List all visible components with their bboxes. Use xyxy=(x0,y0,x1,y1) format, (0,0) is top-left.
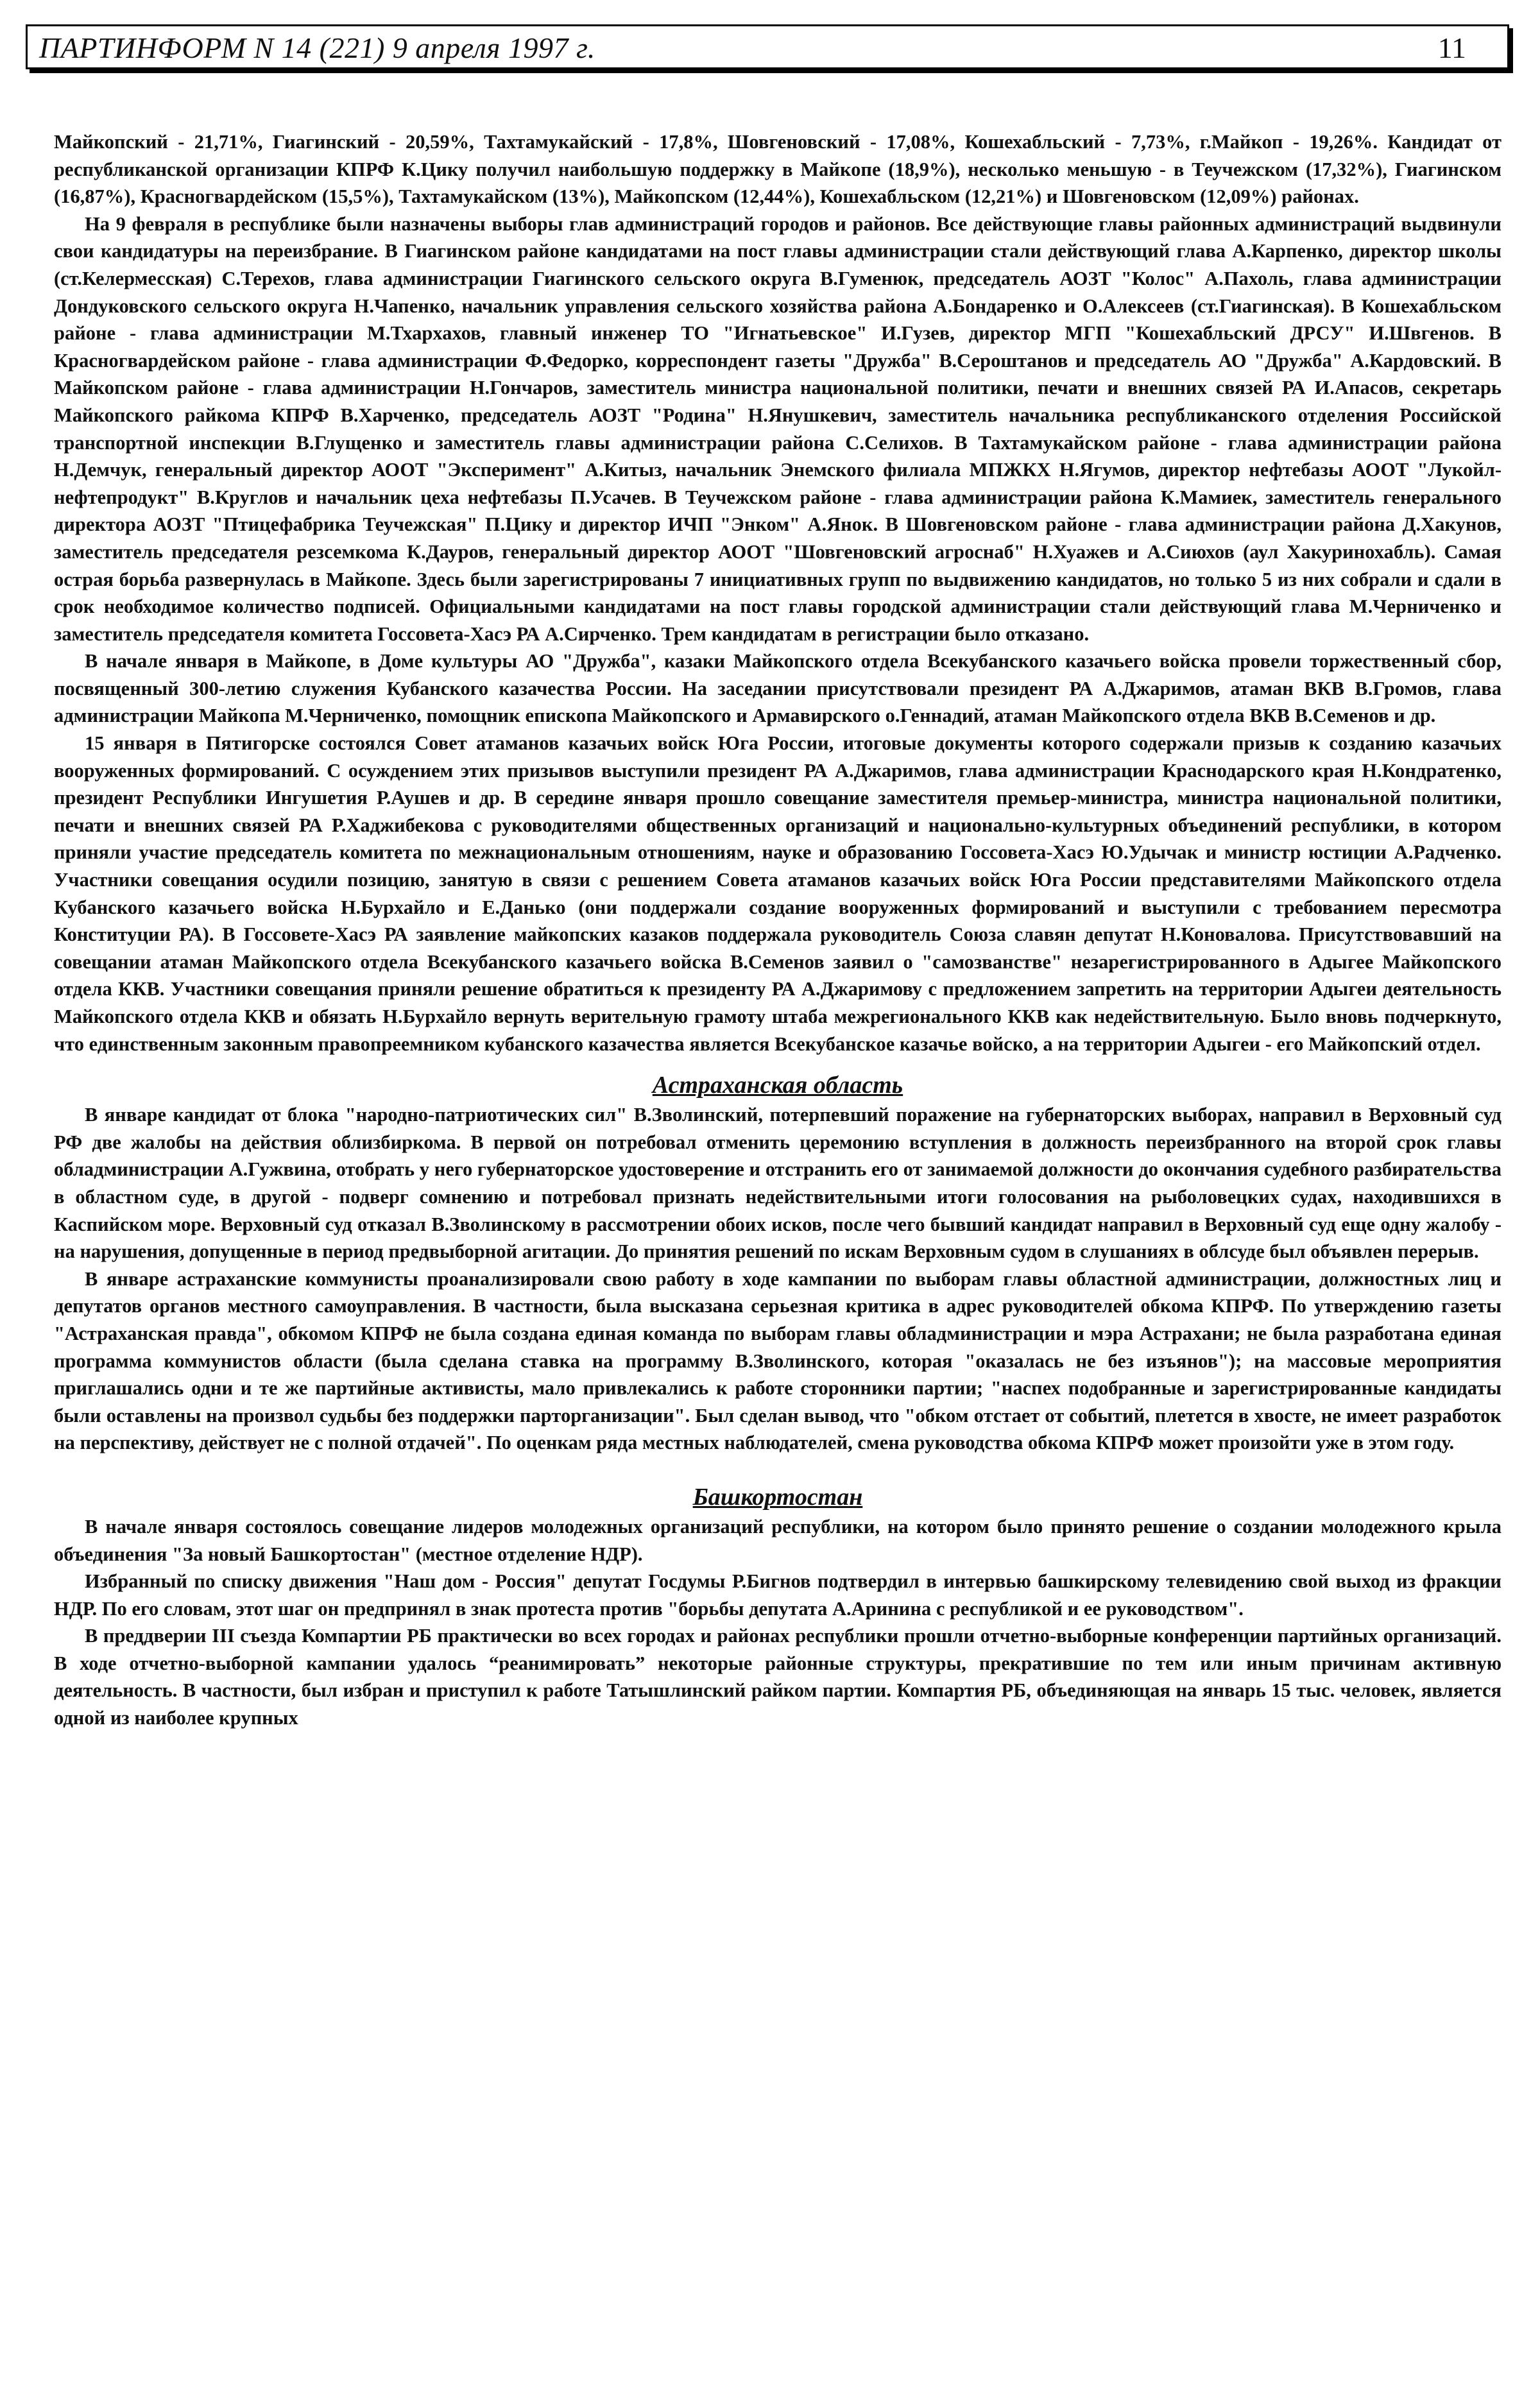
article-body xyxy=(54,128,1502,1732)
header-title: ПАРТИНФОРМ N 14 (221) 9 апреля 1997 г. xyxy=(39,31,595,64)
page-number: 11 xyxy=(1437,31,1466,64)
paragraph: В начале января в Майкопе, в Доме культуры АО "Дружба", казаки Майкопского отдела Всекубанского казачьего войска провели торжественный сбор, посвященный 300-летию служения Кубанского казачества России. На заседании присутствовали президент РА А.Джаримов, атаман ВКВ В.Громов, глава администрации Майкопа М.Черниченко, помощник епископа Майкопского и Армавирского о.Геннадий, атаман Майкопского отдела ВКВ В.Семенов и др. xyxy=(54,650,1502,727)
paragraph: В январе кандидат от блока "народно-патриотических сил" В.Зволинский, потерпевший поражение на губернаторских выборах, направил в Верховный суд РФ две жалобы на действия облизбиркома. В первой он потребовал отменить церемонию вступления в должность переизбранного на второй срок главы обладминистрации А.Гужвина, отобрать у него губернаторское удостоверение и отстранить его от занимаемой должности до окончания судебного разбирательства в областном суде, в другой - подверг сомнению и потребовал признать недействительными итоги голосования на рыболовецких судах, находившихся в Каспийском море. Верховный суд отказал В.Зволинскому в рассмотрении обоих исков, после чего бывший кандидат направил в Верховный суд еще одну жалобу - на нарушения, допущенные в период предвыборной агитации. До принятия решений по искам Верховным судом в слушаниях в облсуде был объявлен перерыв. xyxy=(54,1104,1502,1263)
page-header xyxy=(26,24,1509,69)
section-heading-astrakhan: Астраханская область xyxy=(652,1072,903,1099)
section-bashkortostan xyxy=(54,1482,1502,1732)
paragraph: В начале января состоялось совещание лидеров молодежных организаций республики, на котором было принято решение о создании молодежного крыла объединения "За новый Башкортостан" (местное отделение НДР). xyxy=(54,1515,1502,1565)
section-heading-bashkortostan: Башкортостан xyxy=(692,1483,863,1511)
paragraph: Майкопский - 21,71%, Гиагинский - 20,59%, Тахтамукайский - 17,8%, Шовгеновский - 17,08%, Кошехабльский - 7,73%, г.Майкоп - 19,26%. Кандидат от республиканской организации КПРФ К.Цику получил наибольшую поддержку в Майкопе (18,9%), несколько меньшую - в Теучежском (17,32%), Гиагинском (16,87%), Красногвардейском (15,5%), Тахтамукайском (13%), Майкопском (12,44%), Кошехабльском (12,21%) и Шовгеновском (12,09%) районах. xyxy=(54,131,1502,208)
paragraph: Избранный по списку движения "Наш дом - Россия" депутат Госдумы Р.Бигнов подтвердил в интервью башкирскому телевидению свой выход из фракции НДР. По его словам, этот шаг он предпринял в знак протеста против "борьбы депутата А.Аринина с республикой и ее руководством". xyxy=(54,1570,1502,1620)
section-astrakhan xyxy=(54,1070,1502,1457)
paragraph: На 9 февраля в республике были назначены выборы глав администраций городов и районов. Все действующие главы районных администраций выдвинули свои кандидатуры на переизбрание. В Гиагинском районе кандидатами на пост главы администрации стали действующий глава А.Карпенко, директор школы (ст.Келермесская) С.Терехов, глава администрации Гиагинского сельского округа В.Гуменюк, председатель АОЗТ "Колос" А.Пахоль, глава администрации Дондуковского сельского округа Н.Чапенко, начальник управления сельского хозяйства района А.Бондаренко и О.Алексеев (ст.Гиагинская). В Кошехабльском районе - глава администрации М.Тхархахов, главный инженер ТО "Игнатьевское" И.Гузев, директор МГП "Кошехабльский ДРСУ" И.Швгенов. В Красногвардейском районе - глава администрации Ф.Федорко, корреспондент газеты "Дружба" В.Серoштанов и председатель АО "Дружба" А.Кардовский. В Майкопском районе - глава администрации Н.Гончаров, заместитель министра национальной политики, печати и внешних связей РА И.Апасов, секретарь Майкопского райкома КПРФ В.Харченко, председатель АОЗТ "Родина" Н.Янушкевич, заместитель начальника республиканского отделения Российской транспортной инспекции В.Глущенко и заместитель главы администрации района С.Селихов. В Тахтамукайском районе - глава администрации района Н.Демчук, генеральный директор АООТ "Эксперимент" А.Китыз, начальник Энемского филиала МПЖКХ Н.Ягумов, директор нефтебазы АООТ "Лукойл-нефтепродукт" В.Круглов и начальник цеха нефтебазы П.Усачев. В Теучежском районе - глава администрации района К.Мамиек, заместитель генерального директора АОЗТ "Птицефабрика Теучежская" П.Цику и директор ИЧП "Энком" А.Янок. В Шовгеновском районе - глава администрации района Д.Хакунов, заместитель председателя резсемкома К.Дауров, генеральный директор АООТ "Шовгеновский агроснаб" Н.Хуажев и А.Сиюхов (аул Хакуринохабль). Самая острая борьба развернулась в Майкопе. Здесь были зарегистрированы 7 инициативных групп по выдвижению кандидатов, но только 5 из них собрали и сдали в срок необходимое количество подписей. Официальными кандидатами на пост главы городской администрации стали действующий глава М.Черниченко и заместитель председателя комитета Госсовета-Хасэ РА А.Сирченко. Трем кандидатам в регистрации было отказано. xyxy=(54,212,1502,645)
paragraph: В январе астраханские коммунисты проанализировали свою работу в ходе кампании по выборам главы областной администрации, должностных лиц и депутатов органов местного самоуправления. В частности, была высказана серьезная критика в адрес руководителей обкома КПРФ. По утверждению газеты "Астраханская правда", обкомом КПРФ не была создана единая команда по выборам главы обладминистрации и мэра Астрахани; не была разработана единая программа коммунистов области (была сделана ставка на программу В.Зволинского, которая "оказалась не без изъянов"); на массовые мероприятия приглашались одни и те же партийные активисты, мало привлекались к работе сторонники партии; "наспех подобранные и зарегистрированные кандидаты были оставлены на произвол судьбы без поддержки парторганизации". Был сделан вывод, что "обком отстает от событий, плетется в хвосте, не имеет разработок на перспективу, действует не с полной отдачей". По оценкам ряда местных наблюдателей, смена руководства обкома КПРФ может произойти уже в этом году. xyxy=(54,1267,1502,1454)
paragraph: В преддверии III съезда Компартии РБ практически во всех городах и районах республики прошли отчетно-выборные конференции партийных организаций. В ходе отчетно-выборной кампании удалось “реанимировать” некоторые районные структуры, прекратившие по тем или иным причинам активную деятельность. В частности, был избран и приступил к работе Татышлинский райком партии. Компартия РБ, объединяющая на январь 15 тыс. человек, является одной из наиболее крупных xyxy=(54,1625,1502,1729)
section-adygea xyxy=(54,128,1502,1058)
paragraph: 15 января в Пятигорске состоялся Совет атаманов казачьих войск Юга России, итоговые документы которого содержали призыв к созданию казачьих вооруженных формирований. С осуждением этих призывов выступили президент РА А.Джаримов, глава администрации Краснодарского края Н.Кондратенко, президент Республики Ингушетия Р.Аушев и др. В середине января прошло совещание заместителя премьер-министра, министра национальной политики, печати и внешних связей РА Р.Хаджибекова с руководителями общественных организаций и национально-культурных объединений республики, в котором приняли участие председатель комитета по межнациональным отношениям, науке и образованию Госсовета-Хасэ Ю.Удычак и министр юстиции А.Радченко. Участники совещания осудили позицию, занятую в связи с решением Совета атаманов казачьих войск Юга России представителями Майкопского отдела Кубанского казачьего войска Н.Бурхайло и Е.Данько (они поддержали создание вооруженных формирований и выступили с требованием пересмотра Конституции РА). В Госсовете-Хасэ РА заявление майкопских казаков поддержала руководитель Союза славян депутат Н.Коновалова. Присутствовавший на совещании атаман Майкопского отдела Всекубанского казачьего войска В.Семенов заявил о "самозванстве" незарегистрированного в Адыгее Майкопского отдела ККВ. Участники совещания приняли решение обратиться к президенту РА А.Джаримову с предложением запретить на территории Адыгеи деятельность Майкопского отдела ККВ и обязать Н.Бурхайло вернуть верительную грамоту штаба межрегионального ККВ как недействительную. Было вновь подчеркнуто, что единственным законным правопреемником кубанского казачества является Всекубанское казачье войско, а на территории Адыгеи - его Майкопский отдел. xyxy=(54,732,1502,1055)
